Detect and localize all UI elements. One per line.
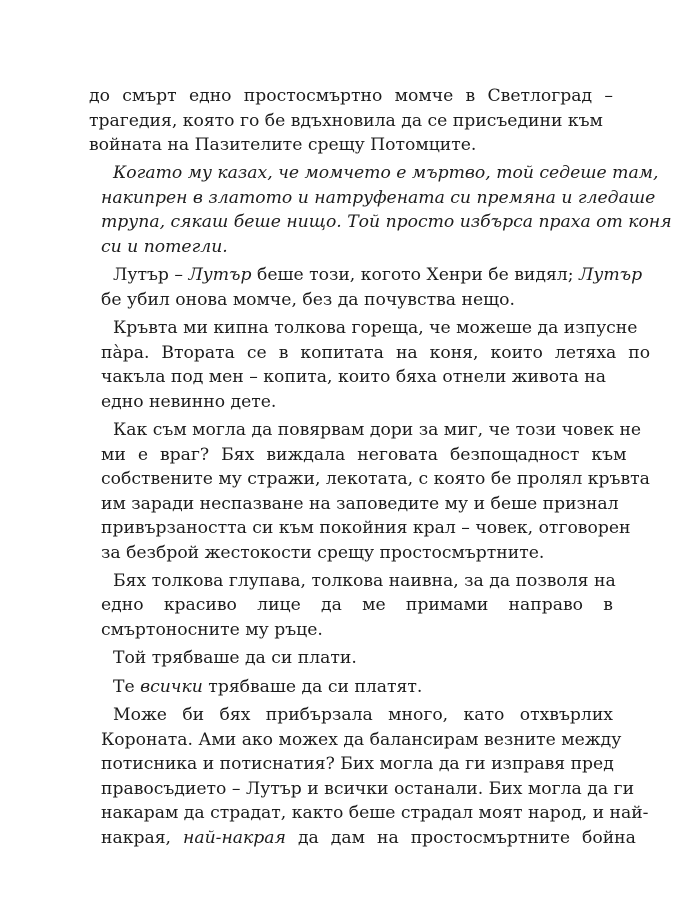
word: на <box>395 342 418 363</box>
text-line: смъртоносните му ръце. <box>101 619 323 640</box>
word: да <box>321 595 342 616</box>
word: прибързала <box>265 705 373 726</box>
paragraph <box>89 316 651 414</box>
text-line <box>89 443 627 468</box>
word: бях <box>219 705 251 726</box>
paragraph <box>89 418 650 565</box>
word: Може <box>113 705 167 726</box>
text-line: Когато му казах, че момчето е мъртво, той седеше там, <box>113 163 659 184</box>
word: към <box>591 444 627 465</box>
text-line: трупа, сякаш беше нищо. Той просто избърса праха от коня <box>101 212 672 233</box>
paragraph <box>89 703 649 850</box>
word: накрая, <box>101 827 172 848</box>
word: които <box>490 342 543 363</box>
text-line: чакъла под мен – копита, които бяха отнели живота на <box>101 367 606 388</box>
word: враг? <box>160 444 210 465</box>
text-line <box>89 341 651 366</box>
paragraph <box>89 646 613 671</box>
word: виждала <box>266 444 346 465</box>
text-line: войната на Пазителите срещу Потомците. <box>89 135 477 155</box>
text-line: за безброй жестокости срещу простосмъртните. <box>101 542 545 563</box>
word: копитата <box>300 342 384 363</box>
word: много, <box>388 705 449 726</box>
text-line: накарам да страдат, както беше страдал моят народ, и най- <box>101 803 649 824</box>
text-segment: Лутър – <box>113 265 189 286</box>
text-line: накипрен в златото и натруфената си премяна и гледаше <box>101 187 656 208</box>
word: неговата <box>357 444 438 465</box>
word: бойна <box>582 827 636 848</box>
text-line: Как съм могла да повярвам дори за миг, че този човек не <box>113 420 642 441</box>
text-line <box>89 84 613 109</box>
word: в <box>278 342 289 363</box>
word: да <box>297 827 319 848</box>
italic-word: най-накрая <box>183 827 286 848</box>
text-line <box>89 703 613 728</box>
word: коня, <box>429 342 479 363</box>
word: Бях <box>221 444 255 465</box>
book-page <box>89 84 672 854</box>
italic-text: Лутър <box>188 265 252 286</box>
word: до <box>89 86 110 106</box>
word: ме <box>362 595 386 616</box>
word: е <box>137 444 148 465</box>
paragraph <box>89 161 672 259</box>
text-line: им заради неспазване на заповедите му и беше признал <box>101 493 619 514</box>
text-line: Бях толкова глупава, толкова наивна, за да позволя на <box>113 570 616 591</box>
word: простосмъртните <box>410 827 571 848</box>
paragraph <box>89 675 613 700</box>
text-line: собствените му стражи, лекотата, с която бе пролял кръвта <box>101 469 650 490</box>
word: лице <box>257 595 301 616</box>
word: пàра. <box>101 342 150 363</box>
word: – <box>604 86 613 106</box>
word: простосмъртно <box>243 86 383 106</box>
text-line: потисника и потиснатия? Бих могла да ги изправя пред <box>101 754 614 775</box>
text-line <box>89 593 613 618</box>
paragraph <box>89 84 613 158</box>
text-line: Кръвта ми кипна толкова гореща, че можеше да изпусне <box>113 318 638 339</box>
text-line <box>89 826 636 851</box>
word: красиво <box>163 595 237 616</box>
word: ми <box>101 444 126 465</box>
text-line <box>89 675 613 700</box>
text-segment: беше този, когото Хенри бе видял; <box>251 265 579 286</box>
word: безпощадност <box>449 444 580 465</box>
word: примами <box>405 595 489 616</box>
word: Втората <box>161 342 235 363</box>
word: на <box>376 827 399 848</box>
text-segment: Те <box>113 676 141 697</box>
word: в <box>465 86 476 106</box>
text-line: привързаността си към покойния крал – човек, отговорен <box>101 518 631 539</box>
text-line: Короната. Ами ако можех да балансирам везните между <box>101 729 622 750</box>
text-line: правосъдието – Лутър и всички останали. Бих могла да ги <box>101 778 635 799</box>
text-line: бе убил онова момче, без да почувства нещо. <box>101 289 515 310</box>
word: Светлоград <box>487 86 593 106</box>
word: едно <box>101 595 144 616</box>
word: дам <box>330 827 365 848</box>
paragraph <box>89 569 616 643</box>
word: по <box>628 342 651 363</box>
text-line: си и потегли. <box>101 236 228 257</box>
paragraph <box>89 263 643 312</box>
word: отхвърлих <box>519 705 613 726</box>
word: смърт <box>122 86 177 106</box>
italic-text: всички <box>140 676 203 697</box>
word: едно <box>188 86 232 106</box>
text-line <box>89 263 643 288</box>
word: в <box>603 595 613 616</box>
word: момче <box>394 86 454 106</box>
word: летяха <box>554 342 617 363</box>
italic-text: Лутър <box>579 265 643 286</box>
word: се <box>246 342 267 363</box>
word: би <box>182 705 205 726</box>
text-line: Той трябваше да си плати. <box>113 648 357 669</box>
word: направо <box>508 595 583 616</box>
word: като <box>463 705 505 726</box>
text-segment: трябваше да си платят. <box>202 676 423 697</box>
text-line: трагедия, която го бе вдъхновила да се присъедини към <box>89 110 603 131</box>
text-line: едно невинно дете. <box>101 391 277 412</box>
